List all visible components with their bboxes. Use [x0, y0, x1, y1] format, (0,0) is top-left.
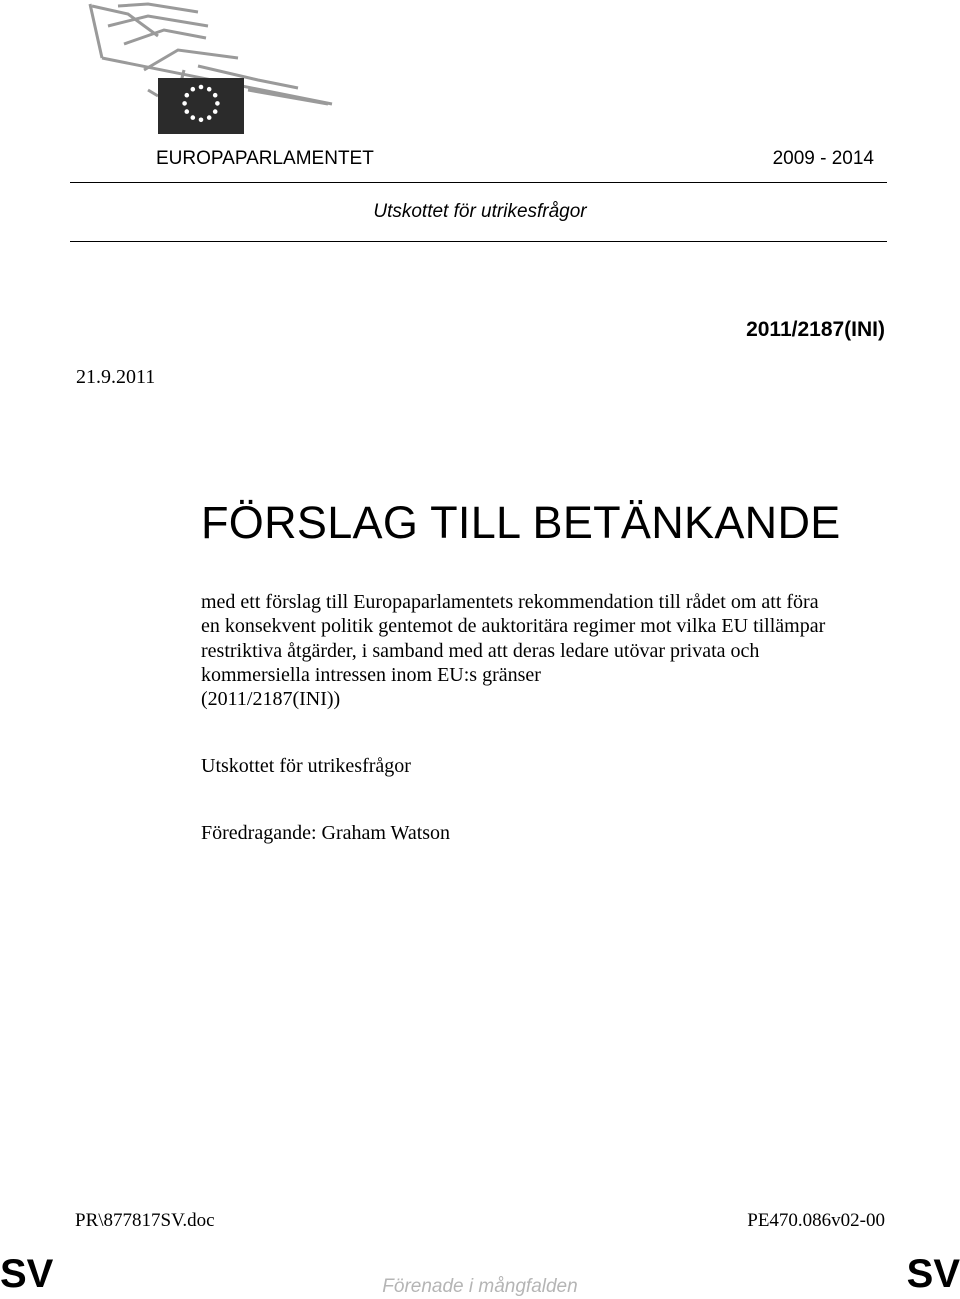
language-code-right: SV [906, 1252, 960, 1296]
subtitle-line: restriktiva åtgärder, i samband med att deras ledare utövar privata och [201, 639, 760, 662]
subtitle-line: med ett förslag till Europaparlamentets rekommendation till rådet om att föra [201, 591, 819, 613]
committee-name: Utskottet för utrikesfrågor [201, 755, 411, 777]
document-reference: PR\877817SV.doc [75, 1210, 215, 1231]
committee-header: Utskottet för utrikesfrågor [373, 201, 587, 222]
pe-reference: PE470.086v02-00 [747, 1210, 885, 1231]
subtitle-line: kommersiella intressen inom EU:s gränser [201, 663, 541, 686]
parliamentary-term: 2009 - 2014 [772, 148, 874, 169]
institution-name: EUROPAPARLAMENTET [156, 148, 374, 169]
rapporteur: Föredragande: Graham Watson [201, 822, 451, 844]
document-title: FÖRSLAG TILL BETÄNKANDE [201, 497, 841, 548]
subtitle-line: en konsekvent politik gentemot de auktoritära regimer mot vilka EU tillämpar [201, 615, 826, 638]
document-date: 21.9.2011 [76, 366, 156, 388]
document-subtitle [201, 590, 901, 711]
header-divider-lower [70, 241, 887, 242]
european-parliament-logo-icon [88, 0, 334, 136]
subtitle-line: (2011/2187(INI)) [201, 688, 341, 711]
header-divider [70, 182, 887, 183]
procedure-number: 2011/2187(INI) [746, 318, 885, 341]
language-code-left: SV [0, 1252, 54, 1296]
eu-motto: Förenade i mångfalden [382, 1276, 578, 1297]
